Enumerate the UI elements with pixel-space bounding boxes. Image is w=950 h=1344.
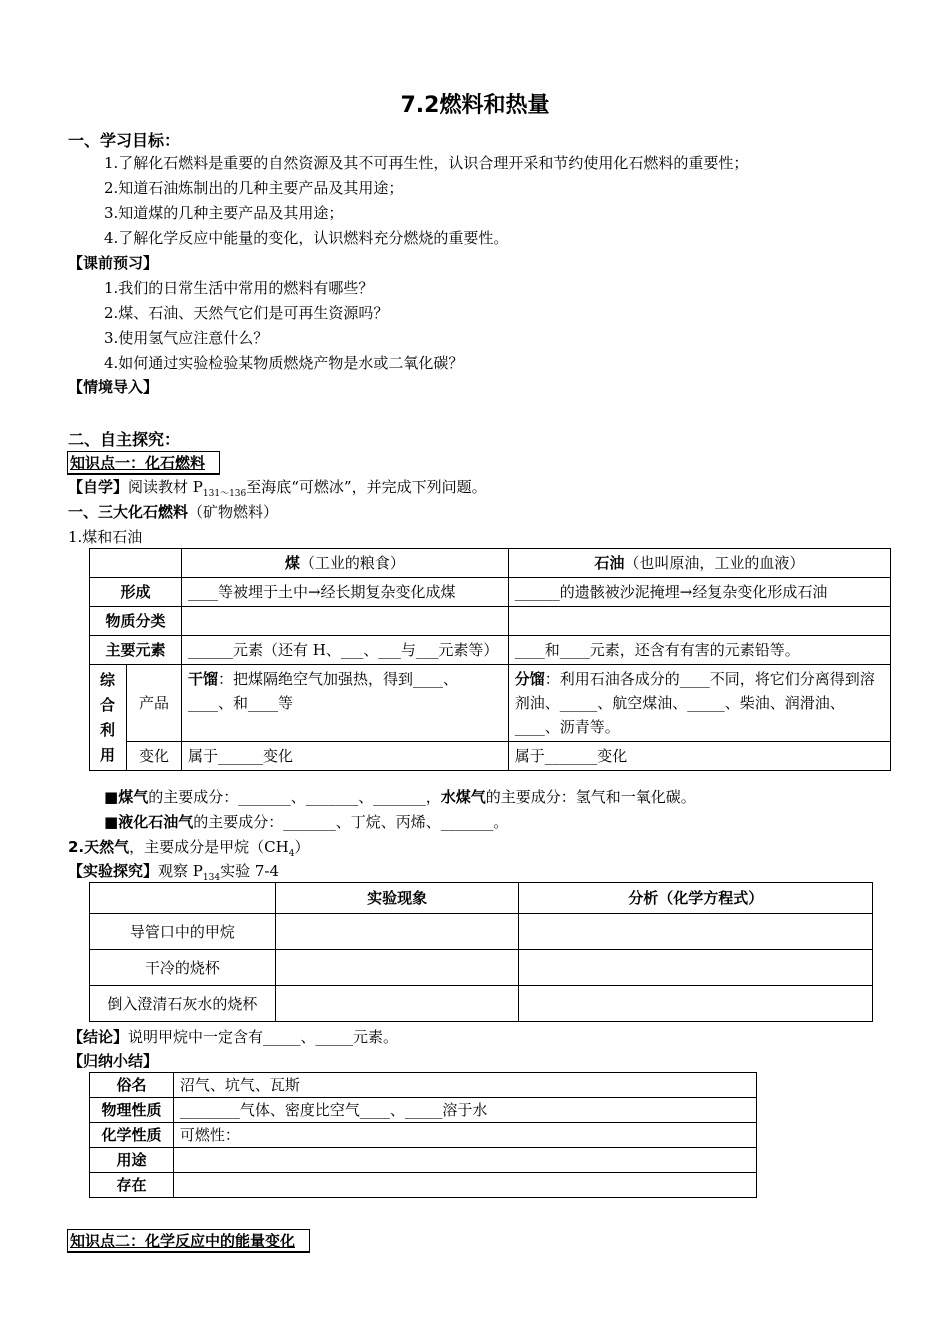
oil-product: 分馏：利用石油各成分的____不同，将它们分离得到溶剂油、_____、航空煤油、_____、柴油、润滑油、____、沥青等。 (508, 665, 890, 742)
self-study-label: 【自学】 (68, 478, 129, 496)
row-change-label: 变化 (126, 742, 181, 771)
objectives-heading: 一、学习目标： (68, 131, 181, 150)
summary-heading: 【归纳小结】 (68, 1052, 159, 1070)
objective-item: 1.了解化石燃料是重要的自然资源及其不可再生性，认识合理开采和节约使用化石燃料的重要性； (104, 154, 749, 172)
summary-value: ________气体、密度比空气____、_____溶于水 (173, 1098, 756, 1123)
page-title: 7.2燃料和热量 (400, 93, 550, 118)
summary-key: 俗名 (90, 1073, 174, 1098)
coal-header: 煤（工业的粮食） (181, 549, 508, 578)
oil-formation: ______的遗骸被沙泥掩埋→经复杂变化形成石油 (508, 578, 890, 607)
summary-key: 化学性质 (90, 1123, 174, 1148)
knowledge-point-1: 知识点一：化石燃料 (67, 451, 220, 475)
summary-value: 可燃性： (173, 1123, 756, 1148)
experiment-table (89, 882, 873, 1022)
coal-gas-line: ■煤气的主要成分：_______、_______、_______，水煤气的主要成分：氢气和一氧化碳。 (104, 788, 696, 806)
row-class-label: 物质分类 (90, 607, 182, 636)
fossil-fuel-heading: 一、三大化石燃料（矿物燃料） (68, 503, 279, 521)
row-elements-label: 主要元素 (90, 636, 182, 665)
experiment-row-label: 倒入澄清石灰水的烧杯 (90, 986, 276, 1022)
preview-item: 3.使用氢气应注意什么？ (104, 329, 269, 347)
coal-change: 属于______变化 (181, 742, 508, 771)
oil-header: 石油（也叫原油，工业的血液） (508, 549, 890, 578)
coal-elements: ______元素（还有 H、___、___与___元素等） (181, 636, 508, 665)
objective-item: 2.知道石油炼制出的几种主要产品及其用途； (104, 179, 404, 197)
row-product-label: 产品 (126, 665, 181, 742)
summary-key: 用途 (90, 1148, 174, 1173)
coal-formation: ____等被埋于土中→经长期复杂变化成煤 (181, 578, 508, 607)
self-study-line: 【自学】阅读教材 $P_{131\sim 136}$至海底“可燃冰”，并完成下列问题。 (68, 478, 487, 499)
coal-product: 干馏：把煤隔绝空气加强热，得到____、____、和____等 (181, 665, 508, 742)
summary-value (173, 1148, 756, 1173)
preview-item: 1.我们的日常生活中常用的燃料有哪些？ (104, 279, 374, 297)
experiment-line: 【实验探究】观察 $P_{134}$实验 7-4 (68, 862, 280, 883)
coal-oil-heading: 1.煤和石油 (68, 528, 143, 546)
summary-value (173, 1173, 756, 1198)
preview-item: 2.煤、石油、天然气它们是可再生资源吗？ (104, 304, 389, 322)
lpg-line: ■液化石油气的主要成分：_______、丁烷、丙烯、_______。 (104, 813, 509, 831)
experiment-row-label: 导管口中的甲烷 (90, 914, 276, 950)
row-use-label: 综合利用 (90, 665, 127, 771)
preview-item: 4.如何通过实验检验某物质燃烧产物是水或二氧化碳？ (104, 354, 464, 372)
col-analysis: 分析（化学方程式） (519, 883, 873, 914)
summary-key: 物理性质 (90, 1098, 174, 1123)
row-formation-label: 形成 (90, 578, 182, 607)
experiment-row-label: 干冷的烧杯 (90, 950, 276, 986)
natural-gas-line: 2.天然气，主要成分是甲烷$(CH_4)$ (68, 838, 310, 859)
oil-elements: ____和____元素，还含有有害的元素铅等。 (508, 636, 890, 665)
summary-value: 沼气、坑气、瓦斯 (173, 1073, 756, 1098)
intro-heading: 【情境导入】 (68, 378, 159, 396)
oil-change: 属于_______变化 (508, 742, 890, 771)
coal-oil-table (89, 548, 891, 771)
summary-key: 存在 (90, 1173, 174, 1198)
col-phenomenon: 实验现象 (275, 883, 519, 914)
knowledge-point-2: 知识点二：化学反应中的能量变化 (67, 1229, 310, 1253)
explore-heading: 二、自主探究： (68, 430, 181, 449)
preview-heading: 【课前预习】 (68, 254, 159, 272)
objective-item: 4.了解化学反应中能量的变化，认识燃料充分燃烧的重要性。 (104, 229, 509, 247)
conclusion-line: 【结论】说明甲烷中一定含有_____、_____元素。 (68, 1028, 399, 1046)
summary-table (89, 1072, 757, 1198)
objective-item: 3.知道煤的几种主要产品及其用途； (104, 204, 344, 222)
